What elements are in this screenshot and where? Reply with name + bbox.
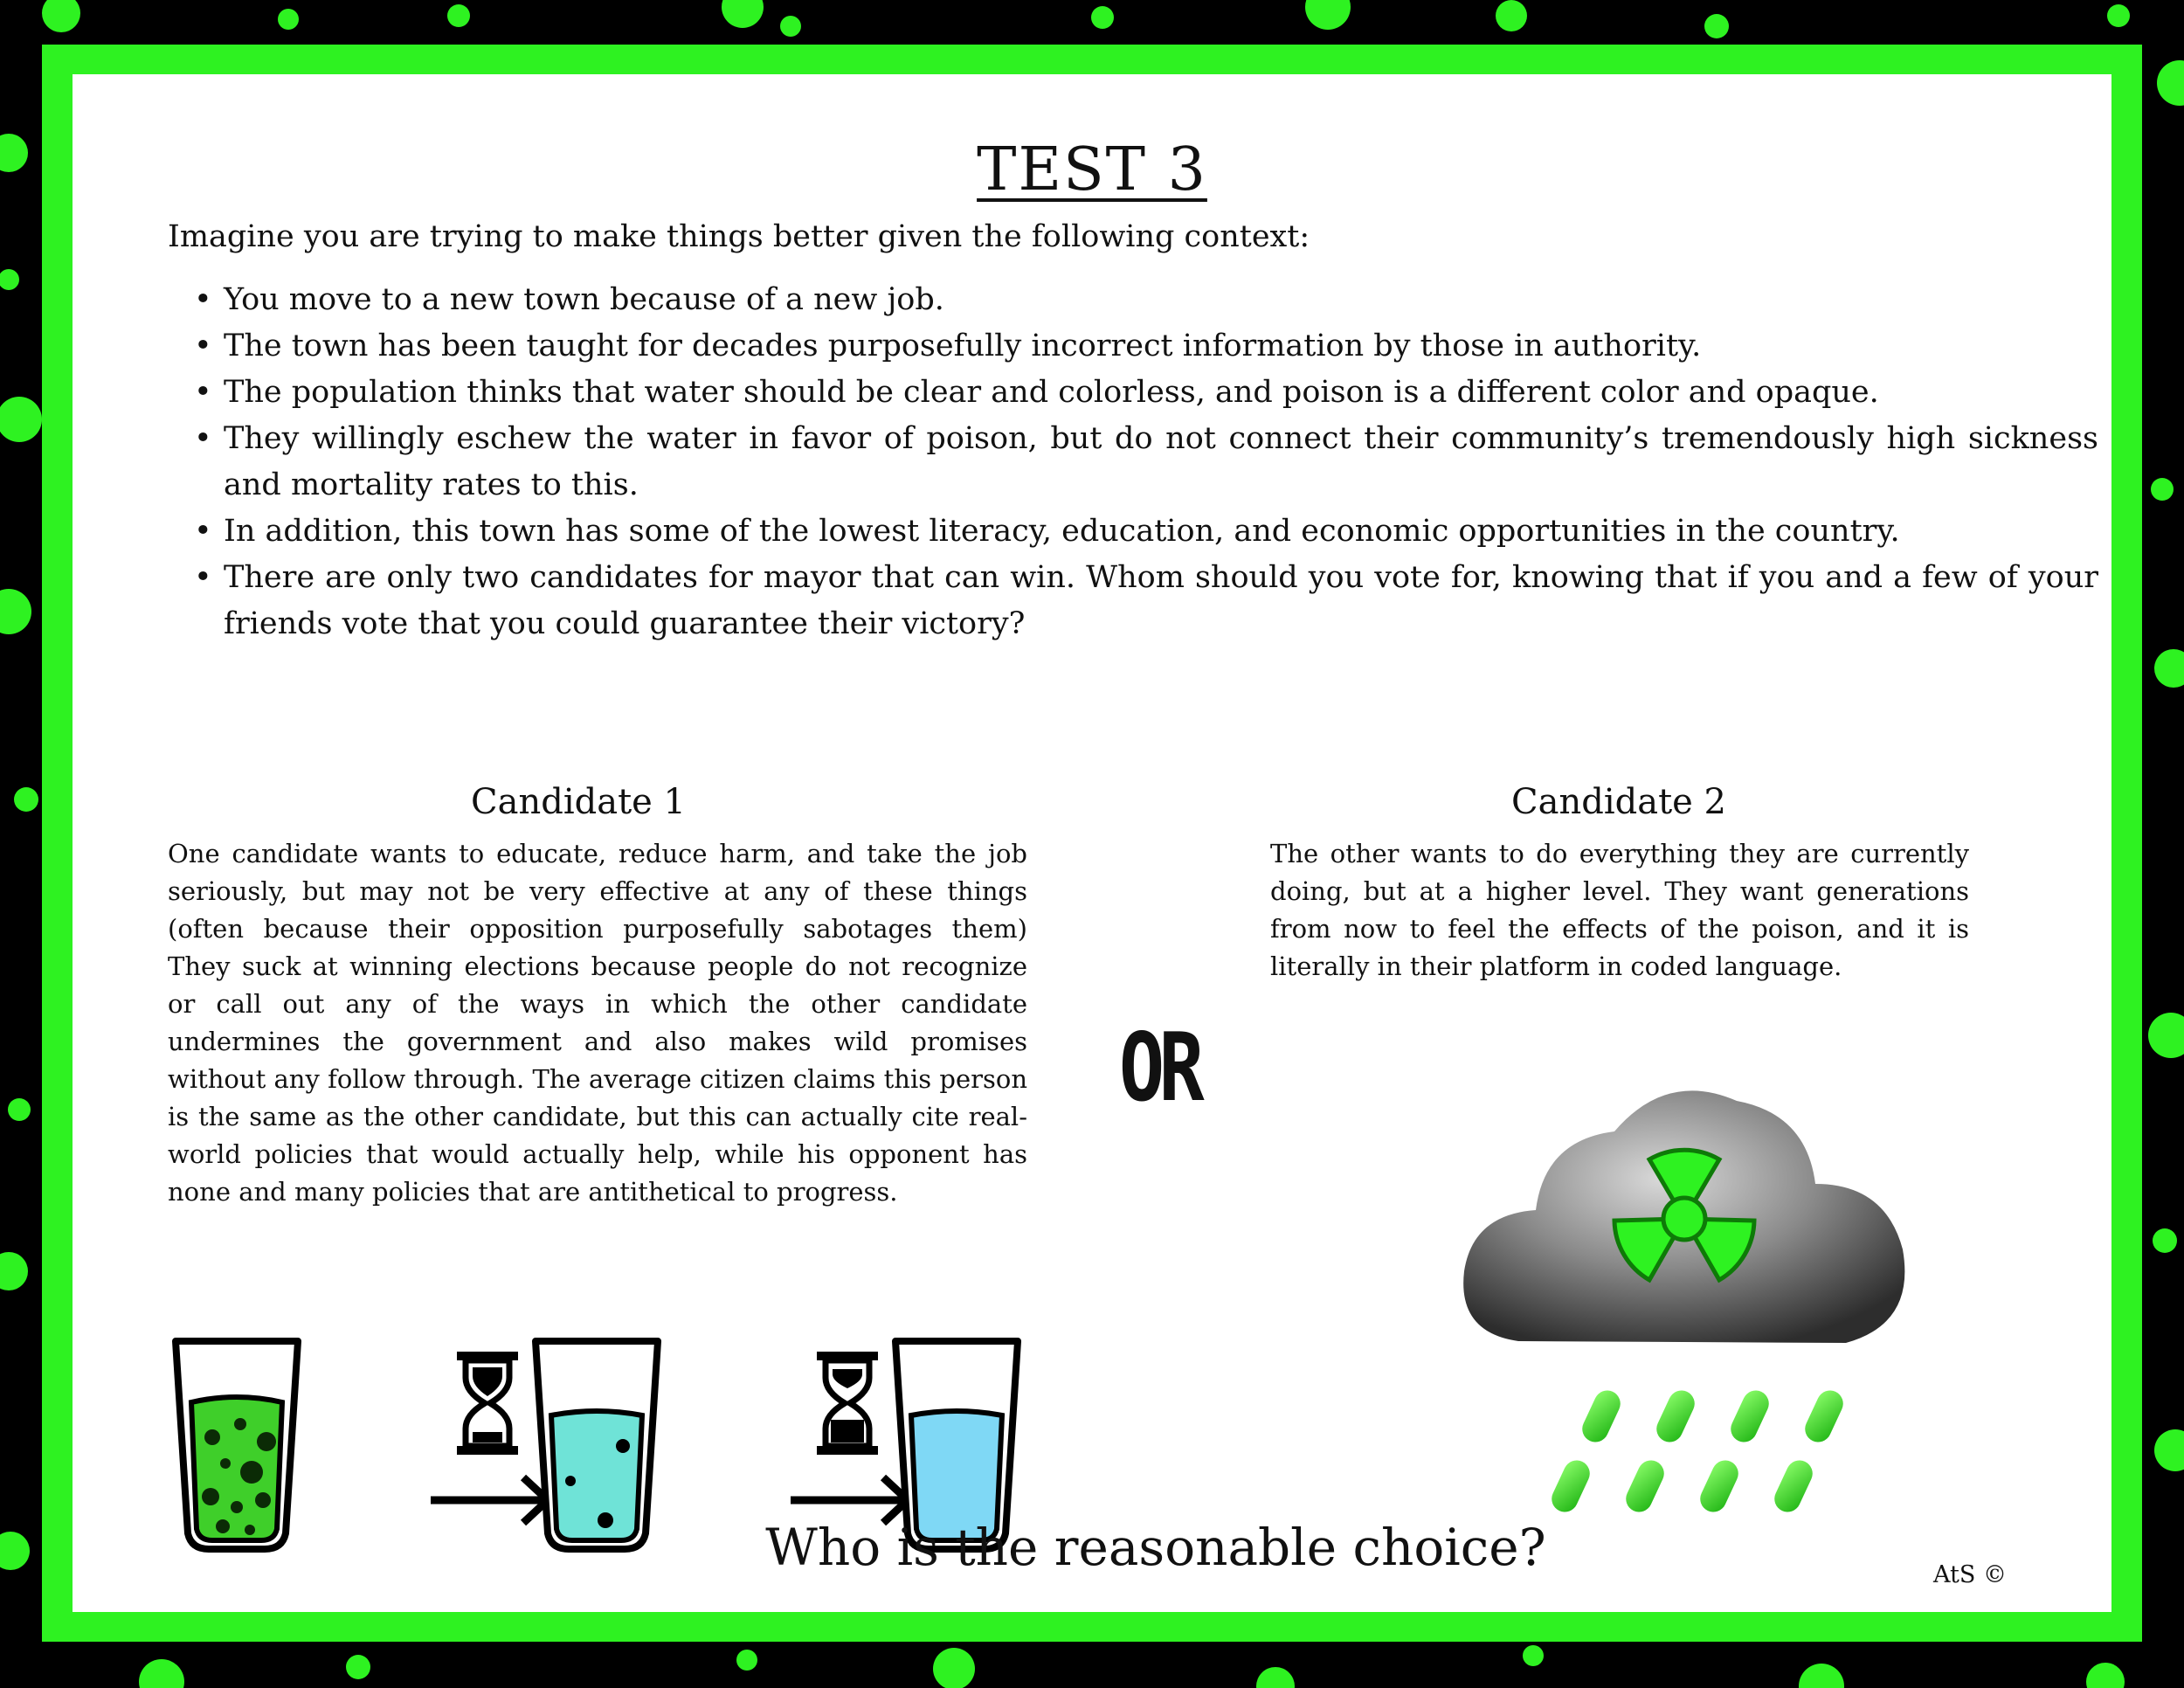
or-label: OR	[1119, 1013, 1199, 1123]
arrow-right-icon	[791, 1477, 908, 1523]
page-title: TEST 3	[977, 135, 1207, 204]
candidate-2-heading: Candidate 2	[1511, 782, 1726, 822]
list-item: • In addition, this town has some of the lowest literacy, education, and economic opportunities in the country.	[168, 508, 2098, 555]
list-item: • The town has been taught for decades purposefully incorrect information by those in authority.	[168, 323, 2098, 370]
toxic-cloud-illustration	[1448, 1062, 1938, 1516]
list-item: • They willingly eschew the water in favor of poison, but do not connect their community’s tremendously high sickness and mortality rates to this.	[168, 416, 2098, 508]
arrow-right-icon	[431, 1477, 548, 1523]
candidate-1-heading: Candidate 1	[471, 782, 686, 822]
water-cleaning-illustration	[160, 1271, 1033, 1560]
hourglass-icon	[817, 1352, 878, 1455]
green-frame	[42, 45, 2142, 1642]
hourglass-icon	[457, 1352, 518, 1455]
worksheet-page	[73, 74, 2111, 1612]
list-item: • You move to a new town because of a new job.	[168, 277, 2098, 323]
copyright-credit: AtS ©	[1933, 1561, 2007, 1588]
green-rain-icon	[1547, 1387, 1847, 1516]
intro-text: Imagine you are trying to make things better given the following context:	[168, 219, 1310, 254]
candidate-2-description: The other wants to do everything they are currently doing, but at a higher level. They want generations from now to feel the effects of the poison, and it is literally in their platform in coded language.	[1270, 839, 1969, 981]
list-item: • The population thinks that water should be clear and colorless, and poison is a different color and opaque.	[168, 370, 2098, 416]
candidate-1-description: One candidate wants to educate, reduce harm, and take the job seriously, but may not be very effective at any of these things (often because their opposition purposefully sabotages them) They suck at winning elections because people do not recognize or call out any of the ways in which the other candidate undermines the government and also makes wild promises without any follow through. The average citizen claims this person is the same as the other candidate, but this can actually cite real-world policies that would actually help, while his opponent has none and many policies that are antithetical to progress.	[168, 839, 1027, 1207]
closing-question: Who is the reasonable choice?	[765, 1518, 1546, 1577]
context-list	[168, 277, 2098, 647]
list-item: • There are only two candidates for mayor that can win. Whom should you vote for, knowing that if you and a few of your friends vote that you could guarantee their victory?	[168, 555, 2098, 647]
